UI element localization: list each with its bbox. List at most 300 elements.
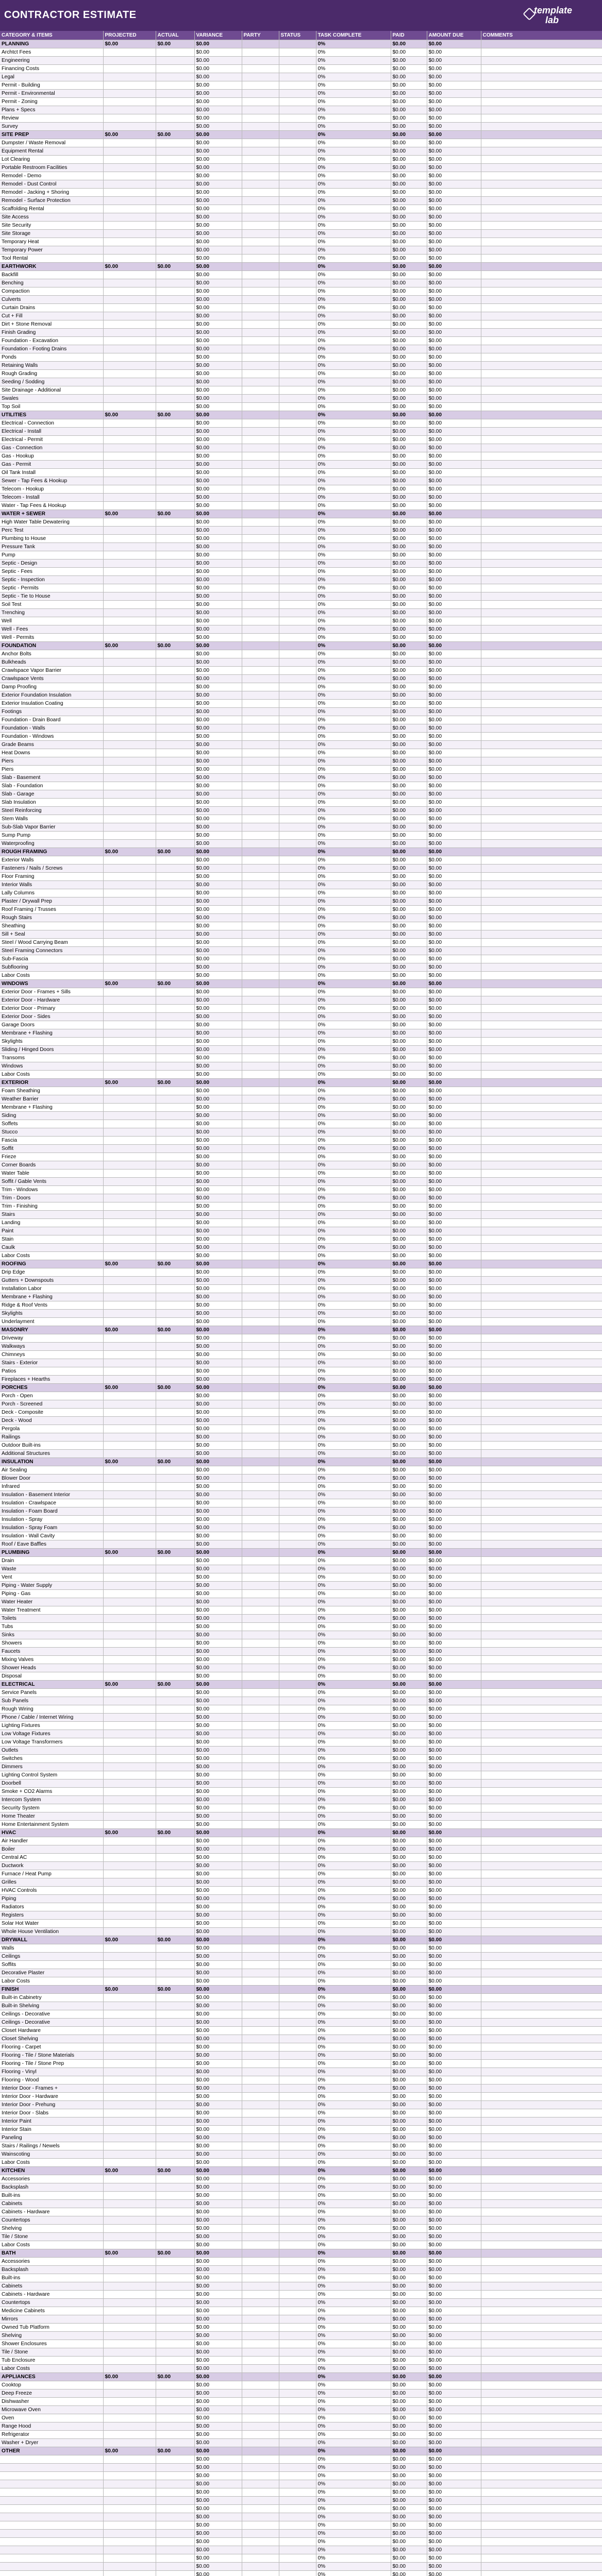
status-cell[interactable] — [279, 2159, 316, 2167]
party-cell[interactable] — [242, 2307, 279, 2315]
party-cell[interactable] — [242, 255, 279, 263]
paid-cell[interactable]: $0.00 — [391, 741, 427, 749]
comments-cell[interactable] — [481, 1582, 602, 1590]
paid-cell[interactable]: $0.00 — [391, 815, 427, 823]
paid-cell[interactable]: $0.00 — [391, 1202, 427, 1211]
item-name[interactable]: Soil Test — [0, 601, 103, 609]
comments-cell[interactable] — [481, 1260, 602, 1268]
status-cell[interactable] — [279, 2035, 316, 2043]
party-cell[interactable] — [242, 543, 279, 551]
paid-cell[interactable]: $0.00 — [391, 1590, 427, 1598]
item-name[interactable]: Ceilings - Decorative — [0, 2010, 103, 2019]
paid-cell[interactable]: $0.00 — [391, 1087, 427, 1095]
party-cell[interactable] — [242, 2480, 279, 2488]
item-name[interactable]: Crawlspace Vapor Barrier — [0, 667, 103, 675]
party-cell[interactable] — [242, 642, 279, 650]
party-cell[interactable] — [242, 180, 279, 189]
projected-cell[interactable] — [103, 733, 156, 741]
paid-total[interactable]: $0.00 — [391, 1458, 427, 1466]
party-cell[interactable] — [242, 2010, 279, 2019]
actual-cell[interactable] — [156, 2571, 194, 2576]
comments-cell[interactable] — [481, 1120, 602, 1128]
item-name[interactable]: Well — [0, 617, 103, 625]
paid-cell[interactable]: $0.00 — [391, 1343, 427, 1351]
party-cell[interactable] — [242, 1046, 279, 1054]
paid-cell[interactable]: $0.00 — [391, 386, 427, 395]
status-cell[interactable] — [279, 897, 316, 906]
status-cell[interactable] — [279, 362, 316, 370]
paid-cell[interactable]: $0.00 — [391, 1953, 427, 1961]
actual-cell[interactable] — [156, 1334, 194, 1343]
projected-cell[interactable] — [103, 914, 156, 922]
item-name[interactable]: Portable Restroom Facilities — [0, 164, 103, 172]
actual-cell[interactable] — [156, 535, 194, 543]
paid-cell[interactable]: $0.00 — [391, 1285, 427, 1293]
item-name[interactable]: Stairs - Exterior — [0, 1359, 103, 1367]
party-cell[interactable] — [242, 1079, 279, 1087]
item-name[interactable]: Infrared — [0, 1483, 103, 1491]
party-cell[interactable] — [242, 230, 279, 238]
projected-cell[interactable] — [103, 2126, 156, 2134]
status-cell[interactable] — [279, 840, 316, 848]
comments-cell[interactable] — [481, 1145, 602, 1153]
item-name[interactable]: Rough Wiring — [0, 1705, 103, 1714]
paid-cell[interactable]: $0.00 — [391, 1804, 427, 1812]
projected-cell[interactable] — [103, 2307, 156, 2315]
actual-cell[interactable] — [156, 2019, 194, 2027]
party-cell[interactable] — [242, 889, 279, 897]
status-cell[interactable] — [279, 230, 316, 238]
party-cell[interactable] — [242, 2464, 279, 2472]
party-cell[interactable] — [242, 2126, 279, 2134]
comments-cell[interactable] — [481, 213, 602, 222]
party-cell[interactable] — [242, 1137, 279, 1145]
comments-cell[interactable] — [481, 2398, 602, 2406]
status-cell[interactable] — [279, 48, 316, 57]
item-name[interactable]: Lot Clearing — [0, 156, 103, 164]
item-name[interactable]: Dirt + Stone Removal — [0, 320, 103, 329]
item-name[interactable]: Owned Tub Platform — [0, 2324, 103, 2332]
status-cell[interactable] — [279, 1730, 316, 1738]
comments-cell[interactable] — [481, 1062, 602, 1071]
status-cell[interactable] — [279, 403, 316, 411]
party-cell[interactable] — [242, 708, 279, 716]
col-amount-due[interactable]: AMOUNT DUE — [427, 31, 481, 40]
item-name[interactable]: Porch - Open — [0, 1392, 103, 1400]
party-cell[interactable] — [242, 1705, 279, 1714]
status-cell[interactable] — [279, 2043, 316, 2052]
comments-cell[interactable] — [481, 1961, 602, 1969]
paid-total[interactable]: $0.00 — [391, 2373, 427, 2381]
projected-cell[interactable] — [103, 1252, 156, 1260]
status-cell[interactable] — [279, 1071, 316, 1079]
paid-cell[interactable]: $0.00 — [391, 881, 427, 889]
actual-cell[interactable] — [156, 2084, 194, 2093]
actual-cell[interactable] — [156, 1623, 194, 1631]
status-cell[interactable] — [279, 1854, 316, 1862]
comments-cell[interactable] — [481, 963, 602, 972]
actual-cell[interactable] — [156, 164, 194, 172]
paid-cell[interactable]: $0.00 — [391, 2554, 427, 2563]
paid-cell[interactable]: $0.00 — [391, 1845, 427, 1854]
party-cell[interactable] — [242, 658, 279, 667]
projected-cell[interactable] — [103, 2274, 156, 2282]
projected-cell[interactable] — [103, 2175, 156, 2183]
comments-cell[interactable] — [481, 1326, 602, 1334]
comments-cell[interactable] — [481, 255, 602, 263]
actual-cell[interactable] — [156, 1235, 194, 1244]
projected-cell[interactable] — [103, 312, 156, 320]
comments-cell[interactable] — [481, 1681, 602, 1689]
projected-cell[interactable] — [103, 2241, 156, 2249]
projected-cell[interactable] — [103, 2142, 156, 2150]
status-cell[interactable] — [279, 2233, 316, 2241]
paid-cell[interactable]: $0.00 — [391, 1376, 427, 1384]
actual-cell[interactable] — [156, 1054, 194, 1062]
comments-cell[interactable] — [481, 1953, 602, 1961]
projected-cell[interactable] — [103, 1244, 156, 1252]
status-cell[interactable] — [279, 774, 316, 782]
projected-cell[interactable] — [103, 2109, 156, 2117]
projected-cell[interactable] — [103, 2497, 156, 2505]
projected-cell[interactable] — [103, 1953, 156, 1961]
paid-cell[interactable]: $0.00 — [391, 2455, 427, 2464]
party-cell[interactable] — [242, 1013, 279, 1021]
projected-cell[interactable] — [103, 1186, 156, 1194]
col-actual[interactable]: ACTUAL — [156, 31, 194, 40]
paid-cell[interactable]: $0.00 — [391, 1071, 427, 1079]
item-name[interactable]: Stairs — [0, 1211, 103, 1219]
party-cell[interactable] — [242, 1524, 279, 1532]
party-cell[interactable] — [242, 1227, 279, 1235]
paid-cell[interactable]: $0.00 — [391, 2027, 427, 2035]
comments-cell[interactable] — [481, 2002, 602, 2010]
paid-cell[interactable]: $0.00 — [391, 840, 427, 848]
paid-cell[interactable]: $0.00 — [391, 865, 427, 873]
item-name[interactable]: Top Soil — [0, 403, 103, 411]
status-cell[interactable] — [279, 1392, 316, 1400]
comments-cell[interactable] — [481, 1615, 602, 1623]
status-cell[interactable] — [279, 1549, 316, 1557]
projected-cell[interactable] — [103, 1202, 156, 1211]
actual-cell[interactable] — [156, 2068, 194, 2076]
paid-cell[interactable]: $0.00 — [391, 2513, 427, 2521]
item-name[interactable]: Skylights — [0, 1038, 103, 1046]
paid-cell[interactable]: $0.00 — [391, 81, 427, 90]
party-cell[interactable] — [242, 469, 279, 477]
party-cell[interactable] — [242, 1557, 279, 1565]
party-cell[interactable] — [242, 1821, 279, 1829]
item-name[interactable]: Seeding / Sodding — [0, 378, 103, 386]
paid-cell[interactable]: $0.00 — [391, 1178, 427, 1186]
party-cell[interactable] — [242, 1178, 279, 1186]
actual-cell[interactable] — [156, 1524, 194, 1532]
item-name[interactable]: Flooring - Carpet — [0, 2043, 103, 2052]
paid-cell[interactable]: $0.00 — [391, 963, 427, 972]
party-cell[interactable] — [242, 1458, 279, 1466]
comments-cell[interactable] — [481, 2109, 602, 2117]
paid-cell[interactable]: $0.00 — [391, 1697, 427, 1705]
actual-cell[interactable] — [156, 386, 194, 395]
comments-cell[interactable] — [481, 650, 602, 658]
status-cell[interactable] — [279, 1804, 316, 1812]
comments-cell[interactable] — [481, 1631, 602, 1639]
status-cell[interactable] — [279, 1944, 316, 1953]
status-cell[interactable] — [279, 584, 316, 592]
item-name[interactable]: Plaster / Drywall Prep — [0, 897, 103, 906]
status-cell[interactable] — [279, 1095, 316, 1104]
paid-cell[interactable]: $0.00 — [391, 1409, 427, 1417]
item-name[interactable]: Cabinets - Hardware — [0, 2291, 103, 2299]
party-cell[interactable] — [242, 1549, 279, 1557]
comments-cell[interactable] — [481, 2200, 602, 2208]
party-cell[interactable] — [242, 320, 279, 329]
paid-cell[interactable]: $0.00 — [391, 98, 427, 106]
projected-cell[interactable] — [103, 1689, 156, 1697]
comments-cell[interactable] — [481, 2175, 602, 2183]
status-cell[interactable] — [279, 106, 316, 114]
paid-cell[interactable]: $0.00 — [391, 560, 427, 568]
party-cell[interactable] — [242, 1689, 279, 1697]
comments-cell[interactable] — [481, 362, 602, 370]
paid-cell[interactable]: $0.00 — [391, 2299, 427, 2307]
status-cell[interactable] — [279, 312, 316, 320]
projected-total[interactable]: $0.00 — [103, 980, 156, 988]
status-cell[interactable] — [279, 790, 316, 799]
comments-cell[interactable] — [481, 1845, 602, 1854]
actual-cell[interactable] — [156, 551, 194, 560]
comments-cell[interactable] — [481, 2134, 602, 2142]
status-cell[interactable] — [279, 40, 316, 48]
projected-cell[interactable] — [103, 1648, 156, 1656]
projected-cell[interactable] — [103, 197, 156, 205]
item-name[interactable]: Gas - Hookup — [0, 452, 103, 461]
party-cell[interactable] — [242, 1087, 279, 1095]
projected-cell[interactable] — [103, 1392, 156, 1400]
comments-cell[interactable] — [481, 436, 602, 444]
actual-cell[interactable] — [156, 1417, 194, 1425]
actual-cell[interactable] — [156, 1780, 194, 1788]
status-cell[interactable] — [279, 691, 316, 700]
item-name[interactable] — [0, 2563, 103, 2571]
comments-cell[interactable] — [481, 180, 602, 189]
party-cell[interactable] — [242, 2455, 279, 2464]
actual-total[interactable]: $0.00 — [156, 1326, 194, 1334]
item-name[interactable]: Remodel - Demo — [0, 172, 103, 180]
status-cell[interactable] — [279, 535, 316, 543]
party-cell[interactable] — [242, 1540, 279, 1549]
actual-cell[interactable] — [156, 304, 194, 312]
comments-cell[interactable] — [481, 2554, 602, 2563]
status-cell[interactable] — [279, 65, 316, 73]
item-name[interactable]: Air Handler — [0, 1837, 103, 1845]
party-cell[interactable] — [242, 832, 279, 840]
status-cell[interactable] — [279, 1829, 316, 1837]
paid-cell[interactable]: $0.00 — [391, 1615, 427, 1623]
actual-cell[interactable] — [156, 2307, 194, 2315]
projected-cell[interactable] — [103, 2381, 156, 2389]
actual-cell[interactable] — [156, 1310, 194, 1318]
actual-cell[interactable] — [156, 329, 194, 337]
comments-cell[interactable] — [481, 164, 602, 172]
status-cell[interactable] — [279, 1747, 316, 1755]
item-name[interactable]: Electrical - Install — [0, 428, 103, 436]
comments-cell[interactable] — [481, 1153, 602, 1161]
actual-cell[interactable] — [156, 897, 194, 906]
comments-cell[interactable] — [481, 230, 602, 238]
item-name[interactable]: Membrane + Flashing — [0, 1029, 103, 1038]
comments-cell[interactable] — [481, 65, 602, 73]
party-cell[interactable] — [242, 1507, 279, 1516]
paid-cell[interactable]: $0.00 — [391, 1705, 427, 1714]
party-cell[interactable] — [242, 716, 279, 724]
projected-total[interactable]: $0.00 — [103, 848, 156, 856]
item-name[interactable]: Cooktop — [0, 2381, 103, 2389]
projected-cell[interactable] — [103, 906, 156, 914]
comments-cell[interactable] — [481, 1194, 602, 1202]
party-cell[interactable] — [242, 1095, 279, 1104]
party-cell[interactable] — [242, 2233, 279, 2241]
paid-cell[interactable]: $0.00 — [391, 114, 427, 123]
actual-total[interactable]: $0.00 — [156, 131, 194, 139]
paid-cell[interactable]: $0.00 — [391, 1895, 427, 1903]
status-cell[interactable] — [279, 1837, 316, 1845]
paid-cell[interactable]: $0.00 — [391, 1310, 427, 1318]
projected-cell[interactable] — [103, 403, 156, 411]
projected-cell[interactable] — [103, 955, 156, 963]
comments-cell[interactable] — [481, 1714, 602, 1722]
status-cell[interactable] — [279, 2398, 316, 2406]
comments-cell[interactable] — [481, 518, 602, 527]
party-cell[interactable] — [242, 2282, 279, 2291]
status-cell[interactable] — [279, 1376, 316, 1384]
actual-cell[interactable] — [156, 1648, 194, 1656]
item-name[interactable]: Built-ins — [0, 2274, 103, 2282]
party-cell[interactable] — [242, 790, 279, 799]
paid-cell[interactable]: $0.00 — [391, 1854, 427, 1862]
status-cell[interactable] — [279, 2019, 316, 2027]
comments-cell[interactable] — [481, 625, 602, 634]
item-name[interactable]: Deck - Wood — [0, 1417, 103, 1425]
party-cell[interactable] — [242, 1648, 279, 1656]
party-cell[interactable] — [242, 535, 279, 543]
projected-cell[interactable] — [103, 972, 156, 980]
item-name[interactable]: Engineering — [0, 57, 103, 65]
projected-cell[interactable] — [103, 1442, 156, 1450]
item-name[interactable]: Temporary Heat — [0, 238, 103, 246]
status-cell[interactable] — [279, 255, 316, 263]
status-cell[interactable] — [279, 1936, 316, 1944]
paid-cell[interactable]: $0.00 — [391, 1870, 427, 1878]
comments-cell[interactable] — [481, 1029, 602, 1038]
actual-cell[interactable] — [156, 1689, 194, 1697]
actual-cell[interactable] — [156, 1837, 194, 1845]
status-cell[interactable] — [279, 617, 316, 625]
paid-cell[interactable]: $0.00 — [391, 930, 427, 939]
actual-cell[interactable] — [156, 2521, 194, 2530]
status-cell[interactable] — [279, 625, 316, 634]
party-cell[interactable] — [242, 1961, 279, 1969]
projected-cell[interactable] — [103, 1862, 156, 1870]
party-cell[interactable] — [242, 510, 279, 518]
party-cell[interactable] — [242, 2159, 279, 2167]
item-name[interactable]: Sewer - Tap Fees & Hookup — [0, 477, 103, 485]
paid-cell[interactable]: $0.00 — [391, 139, 427, 147]
paid-cell[interactable]: $0.00 — [391, 700, 427, 708]
party-cell[interactable] — [242, 749, 279, 757]
status-cell[interactable] — [279, 329, 316, 337]
actual-cell[interactable] — [156, 1887, 194, 1895]
status-cell[interactable] — [279, 2464, 316, 2472]
projected-cell[interactable] — [103, 1359, 156, 1367]
comments-cell[interactable] — [481, 2505, 602, 2513]
status-cell[interactable] — [279, 90, 316, 98]
party-cell[interactable] — [242, 1615, 279, 1623]
comments-cell[interactable] — [481, 2233, 602, 2241]
projected-cell[interactable] — [103, 1631, 156, 1639]
projected-cell[interactable] — [103, 700, 156, 708]
actual-cell[interactable] — [156, 1755, 194, 1763]
status-cell[interactable] — [279, 2208, 316, 2216]
status-cell[interactable] — [279, 2381, 316, 2389]
status-cell[interactable] — [279, 2472, 316, 2480]
party-cell[interactable] — [242, 296, 279, 304]
party-cell[interactable] — [242, 609, 279, 617]
item-name[interactable]: Subflooring — [0, 963, 103, 972]
party-cell[interactable] — [242, 691, 279, 700]
actual-cell[interactable] — [156, 2076, 194, 2084]
actual-cell[interactable] — [156, 592, 194, 601]
paid-cell[interactable]: $0.00 — [391, 2521, 427, 2530]
status-cell[interactable] — [279, 1466, 316, 1475]
party-cell[interactable] — [242, 1326, 279, 1334]
party-cell[interactable] — [242, 1466, 279, 1475]
actual-cell[interactable] — [156, 1277, 194, 1285]
status-cell[interactable] — [279, 1153, 316, 1161]
item-name[interactable]: Outdoor Built-ins — [0, 1442, 103, 1450]
actual-cell[interactable] — [156, 1367, 194, 1376]
projected-cell[interactable] — [103, 2200, 156, 2208]
projected-cell[interactable] — [103, 1112, 156, 1120]
paid-cell[interactable]: $0.00 — [391, 2150, 427, 2159]
status-cell[interactable] — [279, 757, 316, 766]
comments-cell[interactable] — [481, 2521, 602, 2530]
status-cell[interactable] — [279, 1038, 316, 1046]
item-name[interactable]: Slab - Basement — [0, 774, 103, 782]
item-name[interactable]: Cabinets - Hardware — [0, 2208, 103, 2216]
status-cell[interactable] — [279, 1483, 316, 1491]
party-cell[interactable] — [242, 353, 279, 362]
item-name[interactable]: Range Hood — [0, 2422, 103, 2431]
paid-cell[interactable]: $0.00 — [391, 1780, 427, 1788]
comments-cell[interactable] — [481, 2142, 602, 2150]
paid-cell[interactable]: $0.00 — [391, 2019, 427, 2027]
projected-cell[interactable] — [103, 444, 156, 452]
projected-cell[interactable] — [103, 1821, 156, 1829]
projected-cell[interactable] — [103, 1722, 156, 1730]
actual-cell[interactable] — [156, 2183, 194, 2192]
actual-cell[interactable] — [156, 2315, 194, 2324]
party-cell[interactable] — [242, 147, 279, 156]
actual-total[interactable]: $0.00 — [156, 2373, 194, 2381]
paid-cell[interactable]: $0.00 — [391, 494, 427, 502]
status-cell[interactable] — [279, 1285, 316, 1293]
party-cell[interactable] — [242, 1639, 279, 1648]
party-cell[interactable] — [242, 222, 279, 230]
paid-cell[interactable]: $0.00 — [391, 320, 427, 329]
actual-cell[interactable] — [156, 1021, 194, 1029]
projected-cell[interactable] — [103, 2488, 156, 2497]
